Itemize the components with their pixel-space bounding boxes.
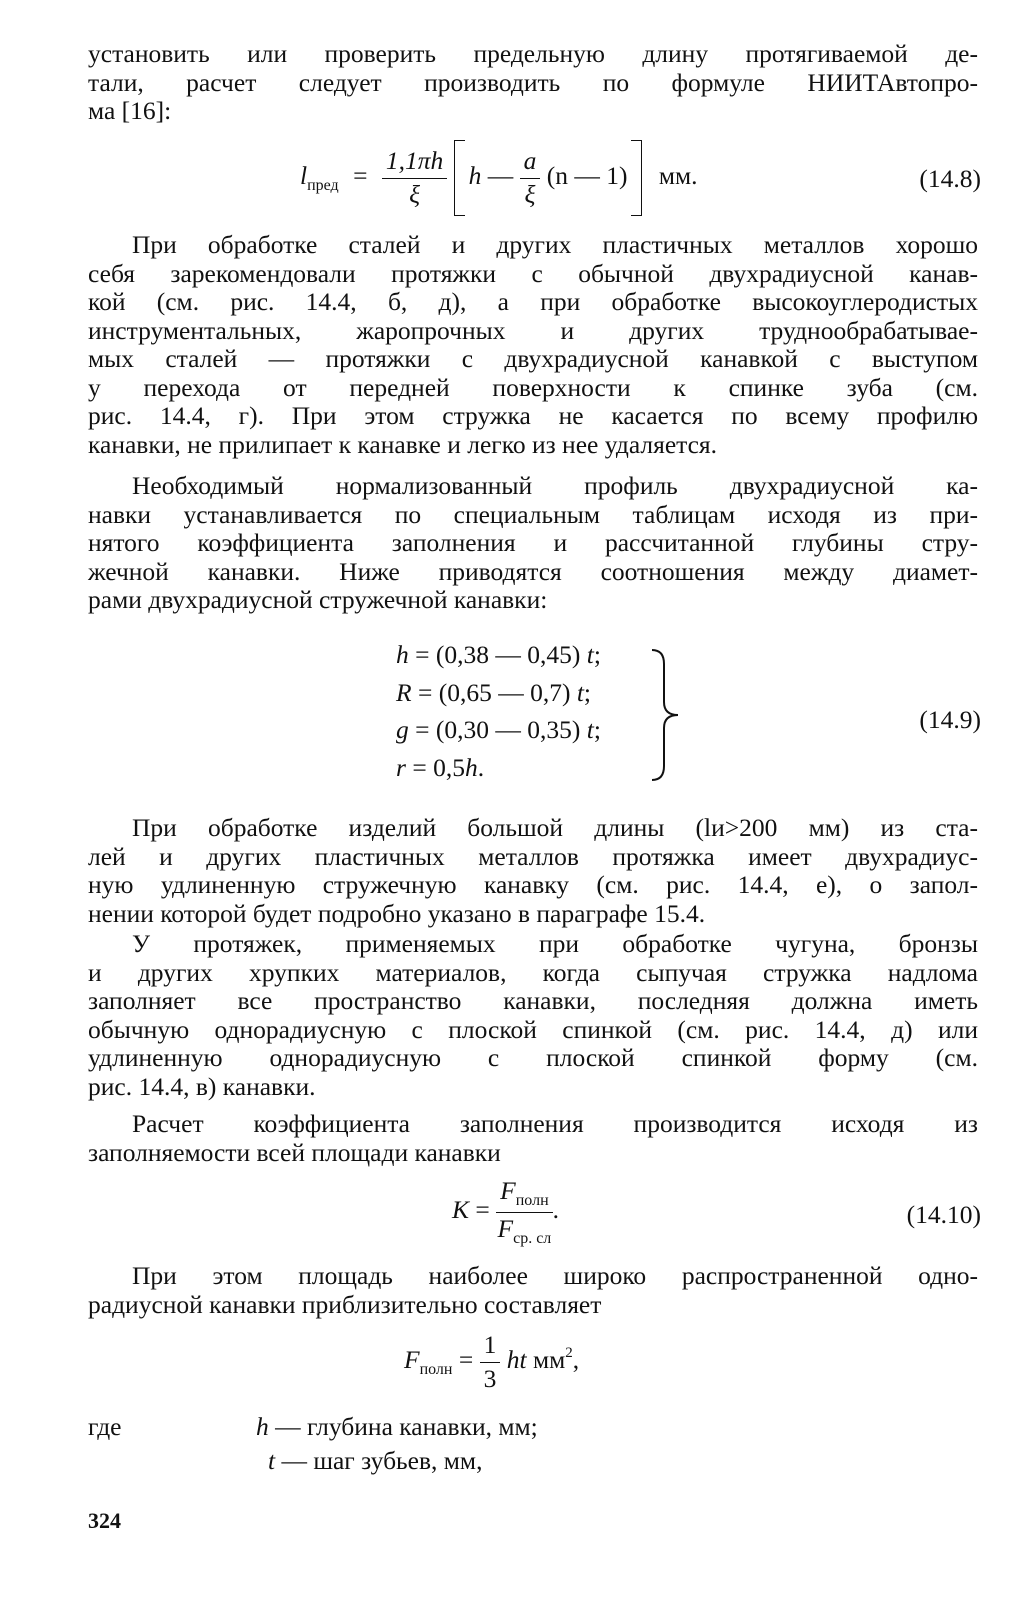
text-line: тали, расчет следует производить по формуле НИИТАвтопро- bbox=[88, 67, 978, 97]
text-line: инструментальных, жаропрочных и других труднообрабатывае- bbox=[88, 315, 978, 345]
where-label: где bbox=[88, 1412, 122, 1441]
text-line: рис. 14.4, в) канавки. bbox=[88, 1071, 316, 1101]
text-line: Необходимый нормализованный профиль двухрадиусной ка- bbox=[132, 471, 978, 500]
paragraph-long bbox=[88, 814, 978, 928]
text-line: заполняемости всей площади канавки bbox=[88, 1137, 501, 1167]
eq-paren: (n — 1) bbox=[546, 160, 628, 190]
fraction-numerator: 1 bbox=[480, 1330, 501, 1363]
fraction bbox=[382, 146, 447, 210]
text-line: и других хрупких материалов, когда сыпучая стружка надлома bbox=[88, 957, 978, 987]
text-line: удлиненную однорадиусную с плоской спинкой форму (см. bbox=[88, 1043, 978, 1072]
fraction-numerator: $F_{полн}$ bbox=[496, 1176, 552, 1213]
equation-area: $F_{полн}$ = $\frac{1}{3}$ ht $мм^2$, bbox=[404, 1330, 580, 1393]
text-line: ную удлиненную стружечную канавку (см. рис. 14.4, е), о запол- bbox=[88, 870, 978, 899]
equation-number: (14.10) bbox=[906, 1200, 981, 1229]
eq-line: R = (0,65 — 0,7) t; bbox=[396, 677, 592, 707]
left-bracket bbox=[454, 140, 465, 216]
text-line: у перехода от передней поверхности к спинке зуба (см. bbox=[88, 372, 978, 402]
text-line: жечной канавки. Ниже приводятся соотношения между диамет- bbox=[88, 556, 978, 586]
paragraph-intro bbox=[88, 40, 978, 126]
fraction-denominator: $F_{ср. сл}$ bbox=[497, 1214, 552, 1247]
eq-lhs: K bbox=[452, 1194, 470, 1224]
eq-lhs-sub: полн bbox=[419, 1360, 453, 1378]
text-line: канавки, не прилипает к канавке и легко из нее удаляется. bbox=[88, 429, 718, 459]
text-line: себя зарекомендовали протяжки с обычной двухрадиусной канав- bbox=[88, 258, 978, 288]
paragraph-cast bbox=[88, 930, 978, 1101]
text-line: При обработке сталей и других пластичных металлов хорошо bbox=[132, 230, 978, 259]
text-line: нении которой будет подробно указано в параграфе 15.4. bbox=[88, 898, 706, 928]
text-line: заполняет все пространство канавки, последняя должна иметь bbox=[88, 986, 978, 1015]
paragraph-coefficient bbox=[88, 1110, 978, 1167]
page-number: 324 bbox=[88, 1508, 121, 1533]
text-line: мых сталей — протяжки с двухрадиусной канавкой с выступом bbox=[88, 344, 978, 373]
fraction-denominator: 3 bbox=[483, 1364, 497, 1393]
text-line: При обработке изделий большой длины (lи>200 мм) из ста- bbox=[132, 813, 978, 842]
eq-minus: — bbox=[487, 160, 514, 190]
fraction-denominator: ξ bbox=[524, 180, 536, 209]
text-line: ма [16]: bbox=[88, 96, 172, 125]
text-line: лей и других пластичных металлов протяжка имеет двухрадиус- bbox=[88, 841, 978, 871]
text-line: рис. 14.4, г). При этом стружка не касается по всему профилю bbox=[88, 401, 978, 430]
text-line: Расчет коэффициента заполнения производится исходя из bbox=[132, 1109, 978, 1138]
paragraph-steels bbox=[88, 231, 978, 459]
equation-14-9 bbox=[396, 636, 601, 786]
fraction-denominator: ξ bbox=[409, 180, 420, 209]
fraction bbox=[496, 1176, 552, 1248]
definition-item: h — глубина канавки, мм; bbox=[256, 1412, 538, 1441]
fraction bbox=[480, 1330, 501, 1394]
equation-number: (14.9) bbox=[919, 705, 981, 734]
text-line: рами двухрадиусной стружечной канавки: bbox=[88, 585, 548, 614]
text-line: установить или проверить предельную длину протягиваемой де- bbox=[88, 39, 978, 68]
eq-line: g = (0,30 — 0,35) t; bbox=[396, 715, 601, 744]
text-line: обычную однорадиусную с плоской спинкой (см. рис. 14.4, д) или bbox=[88, 1014, 978, 1044]
fraction-numerator: a bbox=[520, 146, 541, 179]
eq-line: h = (0,38 — 0,45) t; bbox=[396, 640, 601, 669]
text-line: нятого коэффициента заполнения и рассчитанной глубины стру- bbox=[88, 528, 978, 557]
text-line: кой (см. рис. 14.4, б, д), а при обработке высокоуглеродистых bbox=[88, 287, 978, 316]
eq-line: r = 0,5h. bbox=[396, 752, 485, 782]
equation-number: (14.8) bbox=[919, 164, 981, 193]
eq-lhs: l bbox=[300, 160, 308, 190]
text-line: навки устанавливается по специальным таблицам исходя из при- bbox=[88, 499, 978, 529]
text-line: радиусной канавки приблизительно составляет bbox=[88, 1289, 602, 1319]
eq-lhs-sub: пред bbox=[307, 176, 339, 194]
right-bracket bbox=[631, 140, 642, 216]
equation-14-8: $l_{пред}$ = $\frac{1,1\pi h}{\xi}$ h — $\frac{a}{\xi}$ (n — 1) мм. bbox=[300, 140, 698, 216]
fraction-numerator: 1,1πh bbox=[382, 146, 447, 179]
definitions bbox=[88, 1410, 538, 1475]
eq-unit: мм. bbox=[658, 160, 698, 190]
definition-item: t — шаг зубьев, мм, bbox=[268, 1446, 483, 1475]
text-line: У протяжек, применяемых при обработке чугуна, бронзы bbox=[132, 929, 978, 958]
equation-14-10: K = $\frac{F_{полн}}{F_{ср. сл}}$ . bbox=[452, 1176, 560, 1247]
eq-lhs: F bbox=[404, 1344, 420, 1374]
fraction bbox=[520, 146, 541, 210]
paragraph-area bbox=[88, 1262, 978, 1319]
eq-h: h bbox=[468, 160, 482, 190]
paragraph-profile bbox=[88, 472, 978, 615]
text-line: При этом площадь наиболее широко распространенной одно- bbox=[132, 1261, 978, 1290]
curly-brace-icon bbox=[648, 648, 684, 782]
